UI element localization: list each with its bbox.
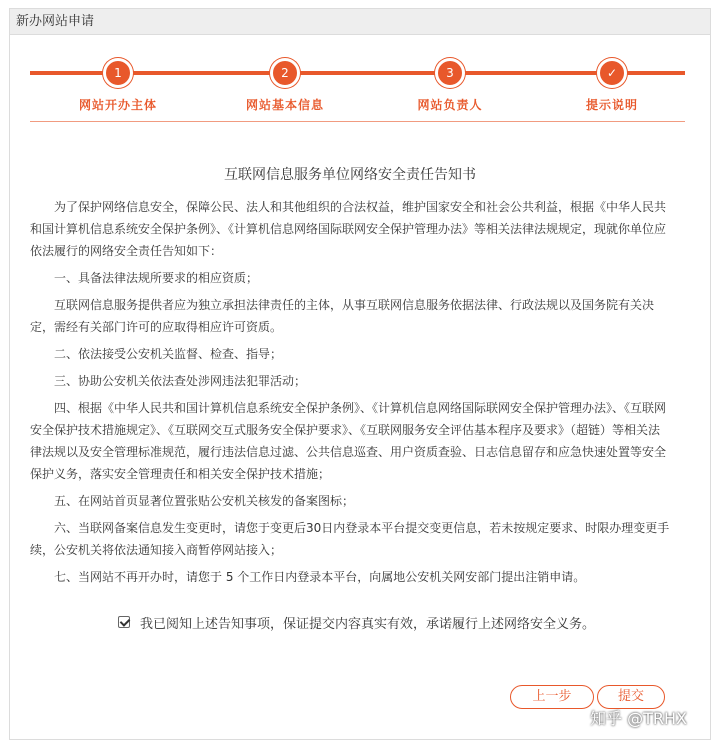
notice-paragraph: 为了保护网络信息安全，保障公民、法人和其他组织的合法权益，维护国家安全和社会公共利益，根据《中华人民共和国计算机信息系统安全保护条例》、《计算机信息网络国际联网安全保护管理办法》等相关法律法规规定，现就你单位应依法履行的网络安全责任告知如下： xyxy=(30,200,667,258)
notice-paragraph: 七、当网站不再开办时，请您于 5 个工作日内登录本平台，向属地公安机关网安部门提出注销申请。 xyxy=(54,570,586,584)
step-4-label: 提示说明 xyxy=(585,98,638,112)
notice-paragraph: 一、具备法律法规所要求的相应资质； xyxy=(54,271,259,285)
step-3-circle: 3 xyxy=(435,58,465,88)
submit-button[interactable]: 提交 xyxy=(597,685,665,709)
step-1 xyxy=(58,47,178,113)
step-2-circle: 2 xyxy=(270,58,300,88)
notice-paragraph: 六、当联网备案信息发生变更时，请您于变更后30日内登录本平台提交变更信息，若未按规定要求、时限办理变更手续，公安机关将依法通知接入商暂停网站接入； xyxy=(30,521,670,557)
notice-paragraph: 五、在网站首页显著位置张贴公安机关核发的备案图标； xyxy=(54,494,355,508)
notice-paragraph: 四、根据《中华人民共和国计算机信息系统安全保护条例》、《计算机信息网络国际联网安全保护管理办法》、《互联网安全保护技术措施规定》、《互联网交互式服务安全保护要求》、《互联网服务安全评估基本程序及要求》（超链）等相关法律法规以及安全管理标准规范，履行违法信息过滤、公共信息巡查、用户资质查验、日志信息留存和应急快速处置等安全保护义务，落实安全管理责任和相关安全保护技术措施； xyxy=(30,401,667,481)
step-3-label: 网站负责人 xyxy=(417,98,483,112)
watermark: 知乎 @TRHX xyxy=(590,709,687,728)
agreement-text: 我已阅知上述告知事项，保证提交内容真实有效，承诺履行上述网络安全义务。 xyxy=(140,616,596,632)
agreement-checkbox[interactable] xyxy=(118,616,130,628)
check-icon: ✓ xyxy=(597,58,627,88)
notice-paragraph: 互联网信息服务提供者应为独立承担法律责任的主体，从事互联网信息服务依据法律、行政法规以及国务院有关决定，需经有关部门许可的应取得相应许可资质。 xyxy=(30,298,655,334)
step-3 xyxy=(390,47,510,113)
panel-header: 新办网站申请 xyxy=(10,9,710,35)
prev-step-button[interactable]: 上一步 xyxy=(510,685,594,709)
step-2-label: 网站基本信息 xyxy=(245,98,324,112)
notice-paragraph: 三、协助公安机关依法查处涉网违法犯罪活动； xyxy=(54,374,307,388)
notice-title: 互联网信息服务单位网络安全责任告知书 xyxy=(224,167,476,183)
step-2 xyxy=(225,47,345,113)
progress-steps xyxy=(30,47,685,117)
notice-document xyxy=(30,164,670,593)
step-4 xyxy=(552,47,672,113)
step-1-circle: 1 xyxy=(103,58,133,88)
steps-divider xyxy=(30,121,685,122)
notice-paragraph: 二、依法接受公安机关监督、检查、指导； xyxy=(54,347,283,361)
agreement-row[interactable] xyxy=(118,612,595,632)
application-panel xyxy=(9,8,711,740)
step-1-label: 网站开办主体 xyxy=(78,98,157,112)
